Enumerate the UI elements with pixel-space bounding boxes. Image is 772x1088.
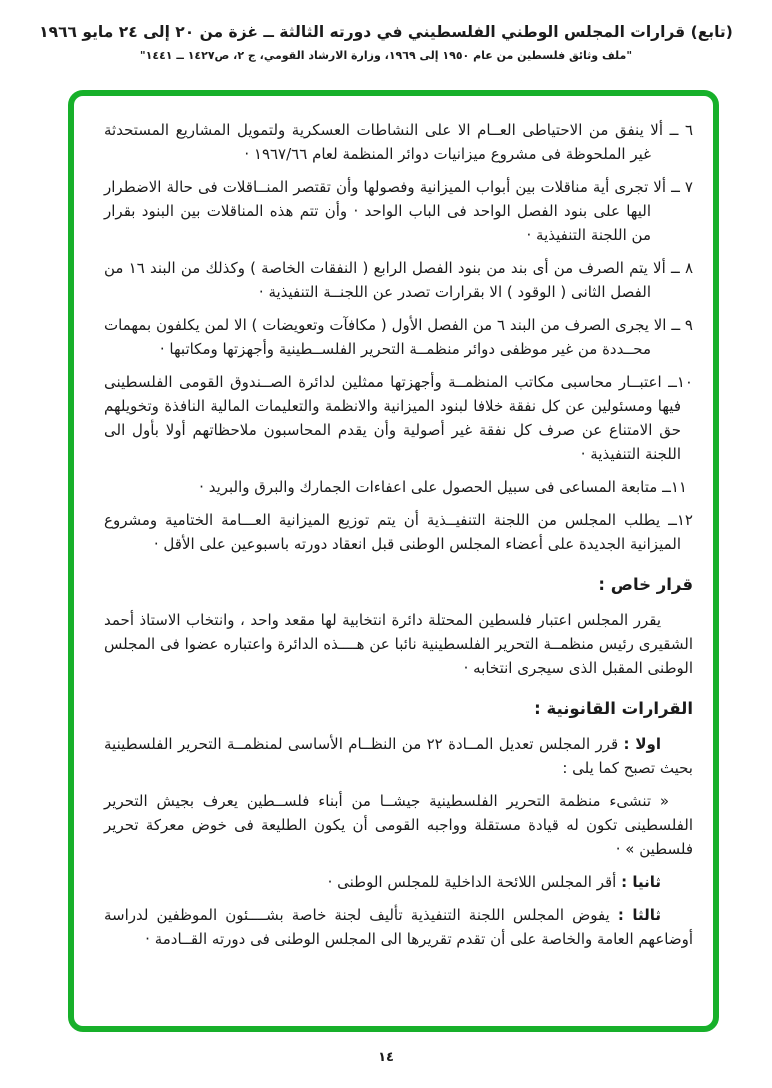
item-number: ٨ ــ [670, 259, 693, 277]
decision-item-12 [104, 508, 693, 556]
item-number: ١١ــ [662, 478, 687, 496]
legal-decisions-heading: القرارات القانونية : [534, 699, 693, 718]
legal-third-marker: ثالثا : [617, 906, 661, 924]
legal-first-item [104, 732, 693, 780]
item-text: ألا يتم الصرف من أى بند من بنود الفصل الرابع ( النفقات الخاصة ) وكذلك من البند ١٦ من الفصل الثانى ( الوقود ) الا بقرارات تصدر عن اللجنــة التنفيذية · [104, 259, 666, 301]
item-text: الا يجرى الصرف من البند ٦ من الفصل الأول ( مكافآت وتعويضات ) الا لمن يكلفون بمهمات محــددة من غير موظفى دوائر منظمــة التحرير الفلســطينية وأجهزتها ومكاتبها · [104, 316, 667, 358]
decision-item-6 [104, 118, 693, 166]
decision-item-11 [104, 475, 687, 499]
quote-paragraph: « تنشىء منظمة التحرير الفلسطينية جيشــا من أبناء فلســطين يعرف بجيش التحرير الفلسطينى تكون له قيادة مستقلة وواجبه القومى أن يكون الطليعة فى خوض معركة تحرير فلسطين » · [104, 792, 693, 858]
item-text: يطلب المجلس من اللجنة التنفيــذية أن يتم توزيع الميزانية العـــامة الختامية ومشروع الميزانية الجديدة على أعضاء المجلس الوطنى قبل انعقاد دورته باسبوعين على الأقل · [104, 511, 681, 553]
decision-item-8 [104, 256, 693, 304]
page-number: ١٤ [378, 1050, 394, 1065]
item-number: ١٠ــ [668, 373, 693, 391]
legal-second-marker: ثانيا : [621, 873, 661, 891]
item-number: ٧ ــ [671, 178, 693, 196]
decision-item-9 [104, 313, 693, 361]
document-frame [68, 90, 719, 1032]
item-number: ٩ ــ [671, 316, 693, 334]
legal-third-text: يفوض المجلس اللجنة التنفيذية تأليف لجنة خاصة بشــــئون الموظفين لدراسة أوضاعهم العامة والخاصة على أن تقدم تقريرها الى المجلس الوطنى فى دورته القــادمة · [104, 906, 693, 948]
special-decision-heading: قرار خاص : [598, 575, 693, 594]
legal-second-item [104, 870, 693, 894]
item-text: ألا ينفق من الاحتياطى العــام الا على النشاطات العسكرية ولتمويل المشاريع المستحدثة غير الملحوظة فى مشروع ميزانيات دوائر المنظمة لعام ١٩٦٧/٦٦ · [104, 121, 664, 163]
document-header [0, 20, 772, 66]
header-title: (تابع) قرارات المجلس الوطني الفلسطيني في دورته الثالثة ــ غزة من ٢٠ إلى ٢٤ مايو ١٩٦٦ [39, 23, 733, 41]
legal-first-text: قرر المجلس تعديل المــادة ٢٢ من النظــام الأساسى لمنظمــة التحرير الفلسطينية بحيث تصبح كما يلى : [104, 735, 693, 777]
decision-item-10 [104, 370, 693, 466]
legal-third-item [104, 903, 693, 951]
special-decision-text: يقرر المجلس اعتبار فلسطين المحتلة دائرة انتخابية لها مقعد واحد ، وانتخاب الاستاذ أحمد الشقيرى رئيس منظمــة التحرير الفلسطينية نائبا عن هــــذه الدائرة واعتباره عضوا فى المجلس الوطنى المقبل الذى سيجرى انتخابه · [104, 611, 693, 677]
item-number: ١٢ــ [668, 511, 693, 529]
item-text: ألا تجرى أية مناقلات بين أبواب الميزانية وفصولها وأن تقتصر المنــاقلات فى حالة الاضطرار اليها على بنود الفصل الواحد فى الباب الواحد · وأن تتم هذه المناقلات بين البنود بقرار من اللجنة التنفيذية · [104, 178, 667, 244]
item-number: ٦ ــ [669, 121, 693, 139]
legal-second-text: أقر المجلس اللائحة الداخلية للمجلس الوطنى · [327, 873, 617, 891]
item-text: اعتبــار محاسبى مكاتب المنظمــة وأجهزتها ممثلين لدائرة الصــندوق القومى الفلسطينى فيها ومسئولين عن كل نفقة خلافا لبنود الميزانية والانظمة والتعليمات المالية النافذة وتخويلهم حق الامتناع عن صرف كل نفقة غير أصولية وأن يقدم المحاسبون ملاحظاتهم أولا بأول الى اللجنة التنفيذية · [104, 373, 681, 463]
decision-item-7 [104, 175, 693, 247]
item-text: متابعة المساعى فى سبيل الحصول على اعفاءات الجمارك والبرق والبريد · [199, 478, 658, 496]
document-content [74, 96, 713, 1026]
legal-first-marker: اولا : [623, 735, 661, 753]
header-source: "ملف وثائق فلسطين من عام ١٩٥٠ إلى ١٩٦٩، وزارة الارشاد القومي، ج ٢، ص١٤٢٧ ــ ١٤٤١" [139, 49, 633, 62]
